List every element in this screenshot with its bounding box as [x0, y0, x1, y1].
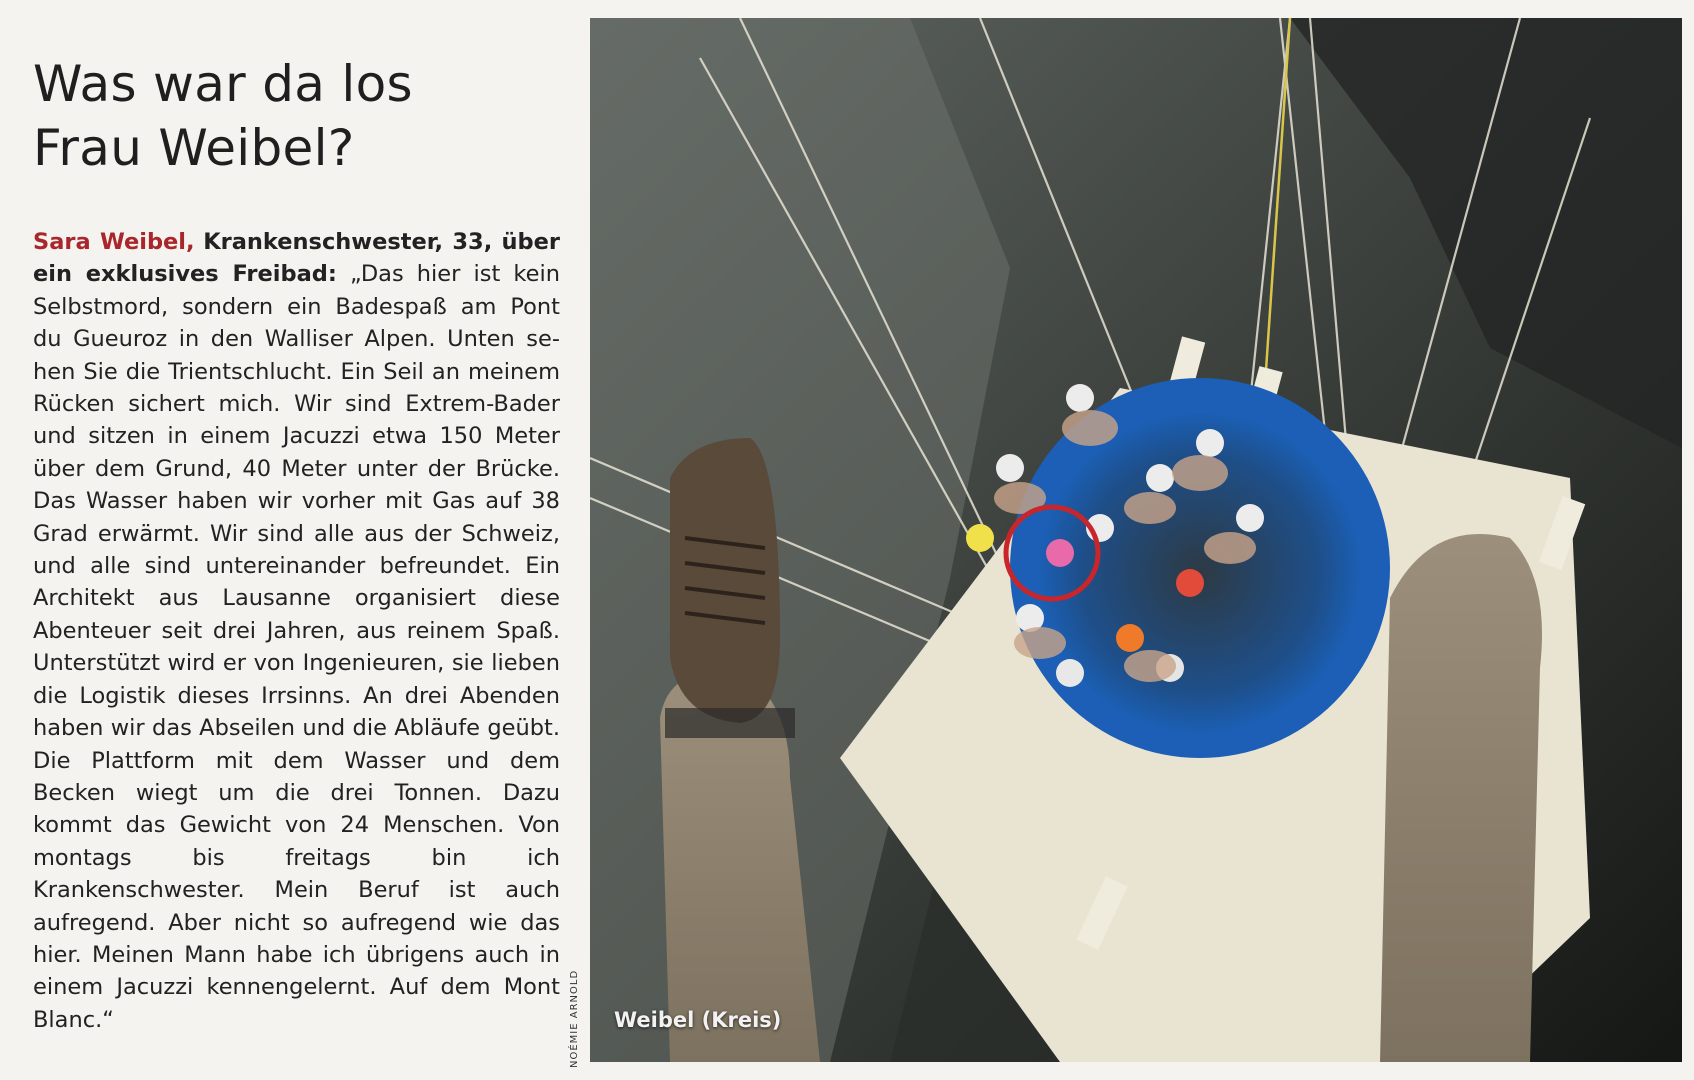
- headline-line-2: Frau Weibel?: [33, 119, 355, 177]
- photo: [590, 18, 1682, 1062]
- photo-credit: NOÉMIE ARNOLD: [569, 969, 580, 1068]
- article-body: [33, 226, 560, 1036]
- article-text: „Das hier ist kein Selbstmord, sondern ein Badespaß am Pont du Gueuroz in den Walliser Alpen. Unten sehen Sie die Trientschlucht. Ein Seil an meinem Rücken sichert mich. Wir sind Extrem-Bader und sitzen in einem Jacuzzi etwa 150 Meter über dem Grund, 40 Meter unter der Brücke. Das Wasser haben wir vorher mit Gas auf 38 Grad erwärmt. Wir sind alle aus der Schweiz, und alle sind untereinander befreundet. Ein Architekt aus Lausanne organisiert diese Abenteuer seit drei Jahren, aus reinem Spaß. Unterstützt wird er von Ingenieuren, sie lieben die Logistik dieses Irrsinns. An drei Abenden haben wir das Abseilen und die Abläufe geübt. Die Plattform mit dem Wasser und dem Becken wiegt um die drei Tonnen. Dazu kommt das Gewicht von 24 Menschen. Von montags bis freitags bin ich Krankenschwester. Mein Beruf ist auch aufregend. Aber nicht so aufregend wie das hier. Meinen Mann habe ich übrigens auch in einem Jacuzzi kennengelernt. Auf dem Mont Blanc.“: [33, 261, 560, 1033]
- article-lead: Krankenschwester, 33, über ein exklusives Freibad:: [33, 229, 560, 288]
- sock: [665, 708, 795, 738]
- headline-line-1: Was war da los: [33, 55, 413, 113]
- author-name: Sara Weibel,: [33, 229, 195, 255]
- photo-caption: Weibel (Kreis): [614, 1008, 782, 1032]
- photo-illustration: [590, 18, 1682, 1062]
- right-leg: [1380, 534, 1542, 1062]
- hiking-boot: [670, 438, 780, 723]
- headline: [33, 52, 553, 180]
